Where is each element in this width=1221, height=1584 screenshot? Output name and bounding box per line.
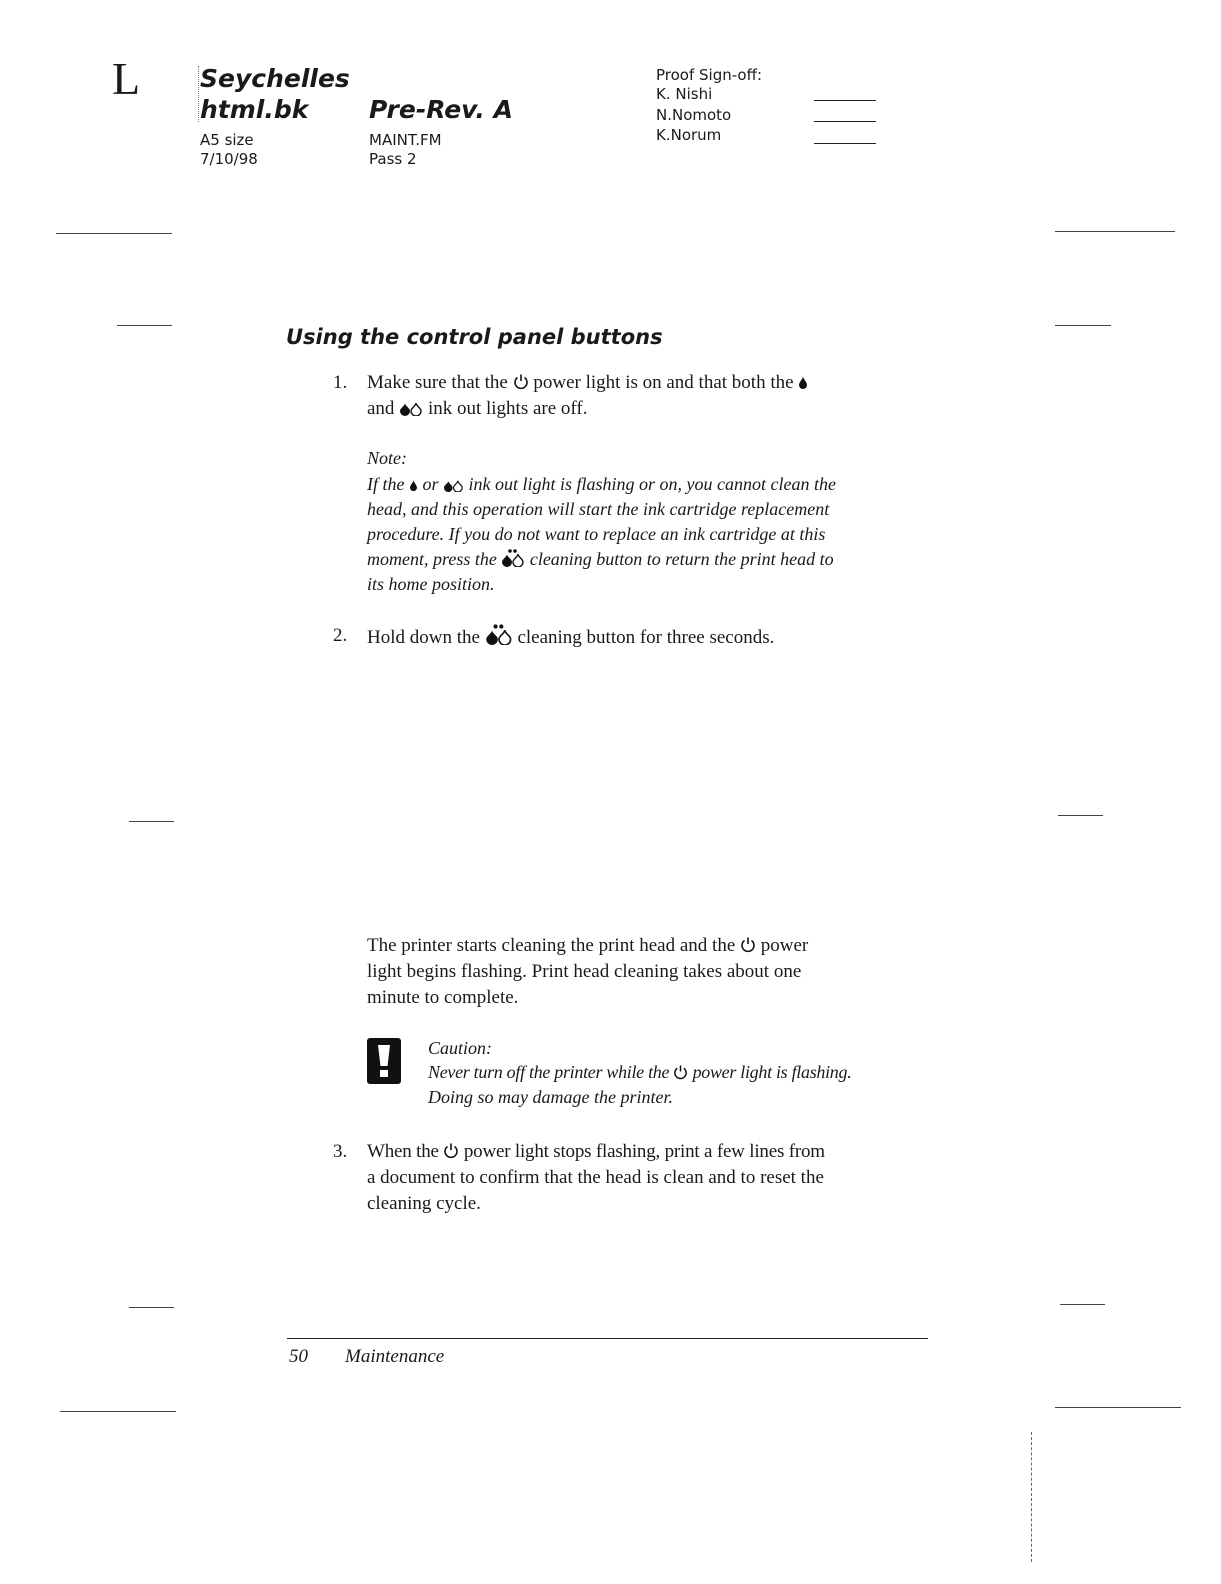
step-3-text-a: When the — [367, 1141, 439, 1162]
chapter-name: Maintenance — [345, 1346, 445, 1367]
signer-3: K.Norum — [656, 126, 722, 144]
step-1-text-d: ink out lights are off. — [427, 398, 588, 419]
result-line-1 — [367, 933, 808, 961]
step-3-line-3: cleaning cycle. — [367, 1193, 481, 1214]
step-2-text-a: Hold down the — [367, 627, 480, 648]
step-1-text-c: and — [367, 398, 395, 419]
pass-number: Pass 2 — [369, 150, 417, 168]
result-line-2: light begins flashing. Print head cleaning takes about one — [367, 961, 802, 982]
section-heading: Using the control panel buttons — [286, 325, 663, 349]
color-ink-icon — [399, 398, 423, 424]
page-size: A5 size — [200, 131, 254, 149]
cleaning-icon — [485, 623, 513, 653]
caution-text-a: Never turn off the printer while the — [428, 1062, 670, 1082]
footer-rule — [287, 1338, 928, 1339]
note-line-1 — [367, 472, 836, 499]
caution-line-2: Doing so may damage the printer. — [428, 1087, 673, 1107]
black-ink-icon — [798, 372, 808, 398]
crop-mark-right-3 — [1058, 815, 1103, 816]
book-title-line2: html.bk — [200, 95, 309, 124]
note-line-2: head, and this operation will start the ink cartridge replacement — [367, 499, 830, 519]
power-icon — [443, 1141, 459, 1167]
proof-signoff-title: Proof Sign-off: — [656, 66, 762, 84]
crop-mark-left-5 — [60, 1411, 176, 1412]
step-1-text-b: power light is on and that both the — [533, 372, 794, 393]
power-icon — [513, 372, 529, 398]
crop-mark-left-3 — [129, 821, 174, 822]
signoff-line-1 — [814, 100, 876, 101]
cleaning-icon — [501, 548, 525, 574]
crop-mark-left-4 — [129, 1307, 174, 1308]
power-icon — [740, 935, 756, 961]
step-1-line-1 — [367, 370, 808, 398]
signoff-line-2 — [814, 121, 876, 122]
crop-mark-vertical — [1031, 1432, 1032, 1562]
note-text-e: cleaning button to return the print head to — [529, 549, 834, 569]
page-number: 50 — [289, 1346, 308, 1367]
step-3-text-b: power light stops flashing, print a few lines from — [463, 1141, 825, 1162]
crop-mark-right-2 — [1055, 325, 1111, 326]
step-3-line-2: a document to confirm that the head is clean and to reset the — [367, 1167, 824, 1188]
caution-label: Caution: — [428, 1038, 493, 1058]
signoff-line-3 — [814, 143, 876, 144]
note-text-a: If the — [367, 474, 405, 494]
note-line-5: its home position. — [367, 574, 495, 594]
note-text-c: ink out light is flashing or on, you cannot clean the — [468, 474, 836, 494]
crop-mark-left-2 — [117, 325, 172, 326]
step-1-line-2 — [367, 396, 587, 424]
result-text-a: The printer starts cleaning the print head and the — [367, 935, 736, 956]
step-2-text-b: cleaning button for three seconds. — [517, 627, 775, 648]
crop-mark-left-1 — [56, 233, 172, 234]
result-line-3: minute to complete. — [367, 987, 519, 1008]
note-text-d: moment, press the — [367, 549, 497, 569]
file-name: MAINT.FM — [369, 131, 442, 149]
doc-date: 7/10/98 — [200, 150, 258, 168]
step-1-text-a: Make sure that the — [367, 372, 508, 393]
black-ink-icon — [409, 474, 418, 499]
step-3-line-1 — [367, 1139, 825, 1167]
crop-mark-right-1 — [1055, 231, 1175, 232]
note-text-b: or — [422, 474, 439, 494]
caution-text-b: power light is flashing. — [692, 1062, 852, 1082]
note-line-3: procedure. If you do not want to replace an ink cartridge at this — [367, 524, 826, 544]
result-text-b: power — [760, 935, 809, 956]
step-2-line — [367, 623, 774, 653]
step-3-number: 3. — [333, 1141, 348, 1162]
header-dotted-rule — [198, 66, 199, 122]
crop-mark-right-5 — [1055, 1407, 1181, 1408]
chapter-letter: L — [112, 53, 141, 104]
note-label: Note: — [367, 448, 407, 468]
crop-mark-right-4 — [1060, 1304, 1105, 1305]
step-1-number: 1. — [333, 372, 348, 393]
revision-label: Pre-Rev. A — [369, 95, 513, 124]
note-line-4 — [367, 547, 834, 574]
signer-2: N.Nomoto — [656, 106, 732, 124]
caution-line-1 — [428, 1060, 851, 1087]
book-title-line1: Seychelles — [200, 64, 350, 93]
power-icon — [673, 1062, 688, 1087]
step-2-number: 2. — [333, 625, 348, 646]
caution-icon — [367, 1038, 401, 1084]
color-ink-icon — [443, 474, 464, 499]
signer-1: K. Nishi — [656, 85, 713, 103]
